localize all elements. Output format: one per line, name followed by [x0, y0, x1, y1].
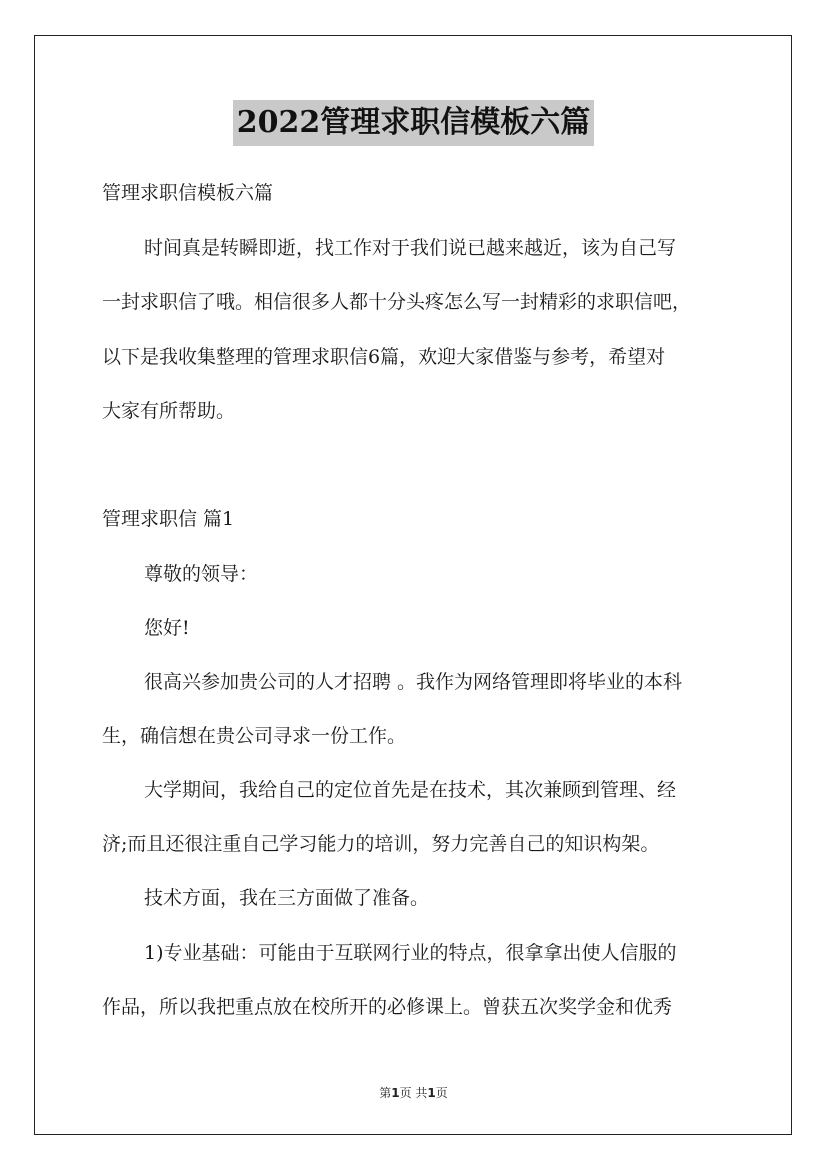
- letter-paragraph-line: 生，确信想在贵公司寻求一份工作。: [102, 725, 407, 747]
- intro-line: 大家有所帮助。: [102, 400, 236, 422]
- footer-mid: 页 共: [399, 1086, 428, 1100]
- intro-line: 以下是我收集整理的管理求职信6篇，欢迎大家借鉴与参考，希望对: [102, 346, 666, 368]
- footer-page-number: 1: [391, 1086, 400, 1100]
- section-heading: 管理求职信 篇1: [102, 508, 235, 530]
- page-footer: [0, 1084, 827, 1101]
- document-subtitle: 管理求职信模板六篇: [102, 182, 274, 204]
- letter-paragraph-line: 很高兴参加贵公司的人才招聘 。我作为网络管理即将毕业的本科: [144, 671, 683, 693]
- letter-paragraph-line: 大学期间，我给自己的定位首先是在技术，其次兼顾到管理、经: [144, 779, 677, 801]
- letter-salutation: 尊敬的领导：: [144, 563, 259, 585]
- footer-prefix: 第: [379, 1086, 392, 1100]
- footer-page-total: 1: [427, 1086, 436, 1100]
- intro-line: 时间真是转瞬即逝，找工作对于我们说已越来越近，该为自己写: [144, 237, 677, 259]
- letter-paragraph-line: 技术方面，我在三方面做了准备。: [144, 887, 430, 909]
- letter-greeting: 您好!: [144, 617, 190, 639]
- letter-paragraph-line: 作品，所以我把重点放在校所开的必修课上。曾获五次奖学金和优秀: [102, 996, 673, 1018]
- footer-suffix: 页: [435, 1086, 448, 1100]
- letter-paragraph-line: 济;而且还很注重自己学习能力的培训，努力完善自己的知识构架。: [102, 833, 660, 855]
- title-wrapper: [0, 100, 827, 146]
- letter-paragraph-line: 1)专业基础：可能由于互联网行业的特点，很拿拿出使人信服的: [144, 942, 677, 964]
- intro-line: 一封求职信了哦。相信很多人都十分头疼怎么写一封精彩的求职信吧，: [102, 291, 692, 313]
- document-title: 2022管理求职信模板六篇: [233, 100, 595, 146]
